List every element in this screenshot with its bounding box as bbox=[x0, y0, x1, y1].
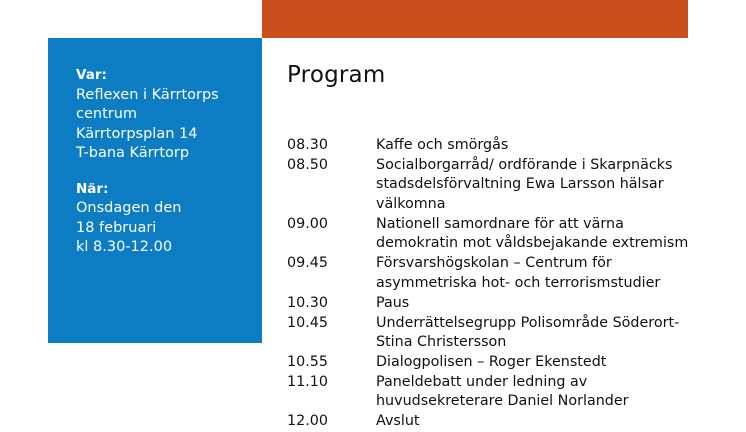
description-line: stadsdelsförvaltning Ewa Larsson hälsar bbox=[376, 176, 664, 193]
description-line: Dialogpolisen – Roger Ekenstedt bbox=[376, 354, 607, 371]
schedule-time: 12.00 bbox=[287, 413, 328, 430]
date-line: Onsdagen den bbox=[76, 200, 182, 216]
program-schedule bbox=[287, 136, 727, 432]
schedule-description bbox=[376, 294, 727, 313]
date-label: När: bbox=[76, 180, 109, 197]
description-line: Försvarshögskolan – Centrum för bbox=[376, 255, 612, 272]
schedule-row bbox=[287, 215, 727, 254]
schedule-description bbox=[376, 314, 727, 353]
schedule-time: 10.45 bbox=[287, 314, 328, 331]
description-line: Underrättelsegrupp Polisområde Söderort- bbox=[376, 314, 680, 331]
schedule-time: 10.30 bbox=[287, 294, 328, 311]
schedule-time: 08.30 bbox=[287, 137, 328, 153]
schedule-description bbox=[376, 353, 727, 372]
description-line: Nationell samordnare för att värna bbox=[376, 215, 624, 232]
location-line: T-bana Kärrtorp bbox=[76, 145, 190, 161]
schedule-description bbox=[376, 136, 727, 155]
schedule-description bbox=[376, 156, 727, 214]
info-sidebar bbox=[48, 38, 262, 343]
schedule-description bbox=[376, 412, 727, 431]
schedule-row bbox=[287, 254, 727, 293]
description-line: Socialborgarråd/ ordförande i Skarpnäcks bbox=[376, 157, 673, 173]
top-accent-bar bbox=[262, 0, 688, 38]
schedule-time: 08.50 bbox=[287, 157, 328, 173]
description-line: demokratin mot våldsbejakande extremism bbox=[376, 235, 689, 252]
schedule-description bbox=[376, 254, 727, 293]
description-line: huvudsekreterare Daniel Norlander bbox=[376, 393, 629, 410]
location-line: Reflexen i Kärrtorps bbox=[76, 86, 219, 103]
description-line: Kaffe och smörgås bbox=[376, 137, 509, 153]
description-line: asymmetriska hot- och terrorismstudier bbox=[376, 274, 661, 291]
location-line: centrum bbox=[76, 106, 138, 122]
date-line: kl 8.30-12.00 bbox=[76, 239, 173, 255]
schedule-time: 10.55 bbox=[287, 354, 328, 371]
schedule-row bbox=[287, 373, 727, 412]
date-line: 18 februari bbox=[76, 219, 157, 236]
schedule-row bbox=[287, 156, 727, 214]
date-block bbox=[76, 180, 262, 258]
schedule-row bbox=[287, 353, 727, 372]
schedule-row bbox=[287, 136, 727, 155]
schedule-description bbox=[376, 373, 727, 412]
location-line: Kärrtorpsplan 14 bbox=[76, 125, 198, 142]
description-line: Paus bbox=[376, 294, 410, 311]
location-label: Var: bbox=[76, 67, 107, 83]
description-line: Paneldebatt under ledning av bbox=[376, 374, 588, 391]
schedule-time: 09.45 bbox=[287, 255, 328, 272]
schedule-row bbox=[287, 294, 727, 313]
schedule-description bbox=[376, 215, 727, 254]
description-line: Avslut bbox=[376, 413, 420, 430]
schedule-time: 11.10 bbox=[287, 374, 328, 391]
program-title: Program bbox=[287, 62, 386, 88]
schedule-row bbox=[287, 314, 727, 353]
schedule-time: 09.00 bbox=[287, 215, 328, 232]
description-line: Stina Christersson bbox=[376, 334, 507, 351]
description-line: välkomna bbox=[376, 195, 446, 212]
location-block bbox=[76, 66, 262, 164]
schedule-row bbox=[287, 412, 727, 431]
